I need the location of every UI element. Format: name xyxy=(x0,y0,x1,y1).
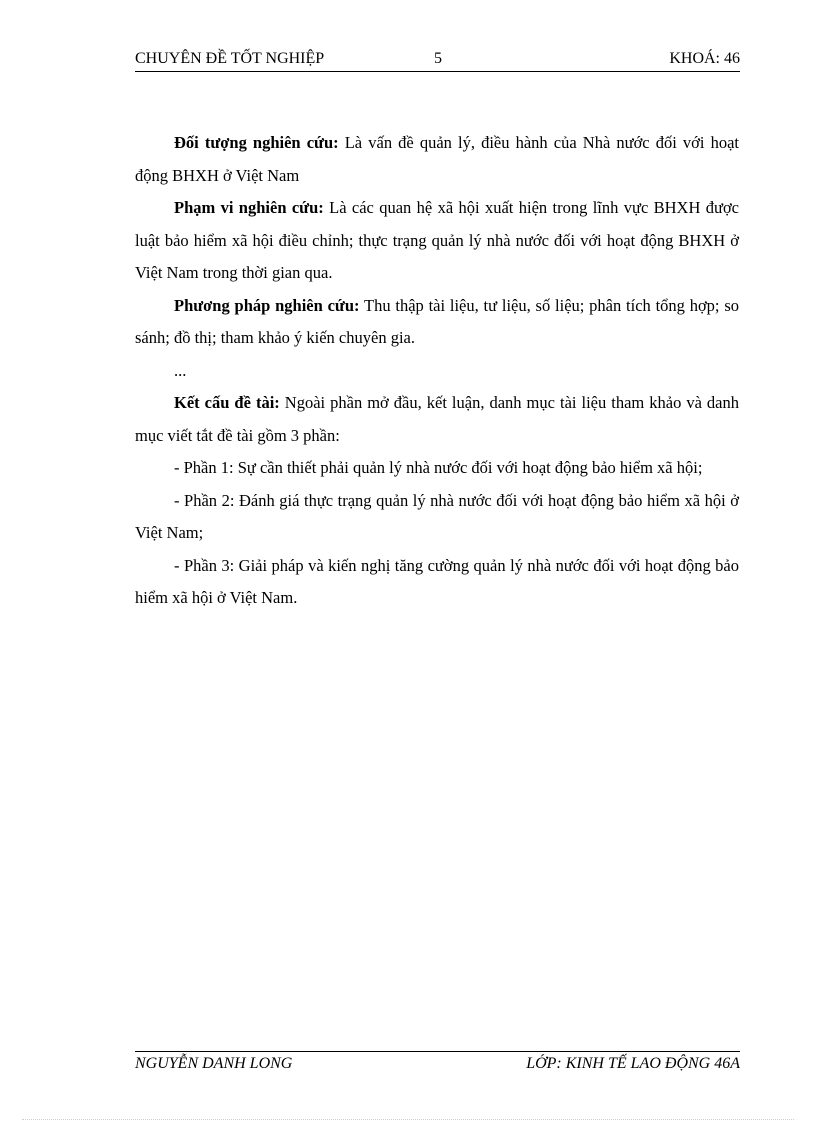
list-item-part-1: - Phần 1: Sự cần thiết phải quản lý nhà nước đối với hoạt động bảo hiểm xã hội; xyxy=(174,458,703,477)
paragraph-research-scope xyxy=(135,192,739,290)
text-research-subject: Là vấn đề quản lý, điều hành của Nhà nước đối với hoạt động BHXH ở Việt Nam xyxy=(135,133,740,185)
list-item-part-3: - Phần 3: Giải pháp và kiến nghị tăng cường quản lý nhà nước đối với hoạt động bảo hiểm xã hội ở Việt Nam. xyxy=(135,555,739,607)
label-research-scope: Phạm vi nghiên cứu: xyxy=(174,198,324,217)
text-structure: Ngoài phần mở đầu, kết luận, danh mục tài liệu tham khảo và danh mục viết tắt đề tài gồm 3 phần: xyxy=(135,393,739,445)
header-title: CHUYÊN ĐỀ TỐT NGHIỆP xyxy=(135,50,325,67)
document-body xyxy=(135,127,739,615)
page-header xyxy=(135,49,740,72)
page-bottom-divider xyxy=(22,1119,794,1120)
footer-class: LỚP: KINH TẾ LAO ĐỘNG 46A xyxy=(526,1055,740,1072)
label-research-method: Phương pháp nghiên cứu: xyxy=(174,295,360,315)
paragraph-ellipsis: ... xyxy=(174,360,187,380)
list-item-part-2: - Phần 2: Đánh giá thực trạng quản lý nhà nước đối với hoạt động bảo hiểm xã hội ở Việt Nam; xyxy=(135,490,739,542)
label-structure: Kết cấu đề tài: xyxy=(174,393,280,412)
footer-author: NGUYỄN DANH LONG xyxy=(135,1055,293,1072)
page-number: 5 xyxy=(434,50,442,67)
header-course: KHOÁ: 46 xyxy=(669,50,740,67)
label-research-subject: Đối tượng nghiên cứu: xyxy=(174,133,339,152)
text-research-scope: Là các quan hệ xã hội xuất hiện trong lĩnh vực BHXH được luật bảo hiểm xã hội điều chỉnh; thực trạng quản lý nhà nước đối với hoạt động BHXH ở Việt Nam trong thời gian qua. xyxy=(135,198,739,282)
paragraph-research-method xyxy=(135,290,739,355)
page-footer xyxy=(135,1051,740,1078)
text-research-method: Thu thập tài liệu, tư liệu, số liệu; phân tích tổng hợp; so sánh; đồ thị; tham khảo ý kiến chuyên gia. xyxy=(135,295,739,347)
paragraph-research-subject xyxy=(135,127,739,192)
paragraph-structure xyxy=(135,387,739,452)
